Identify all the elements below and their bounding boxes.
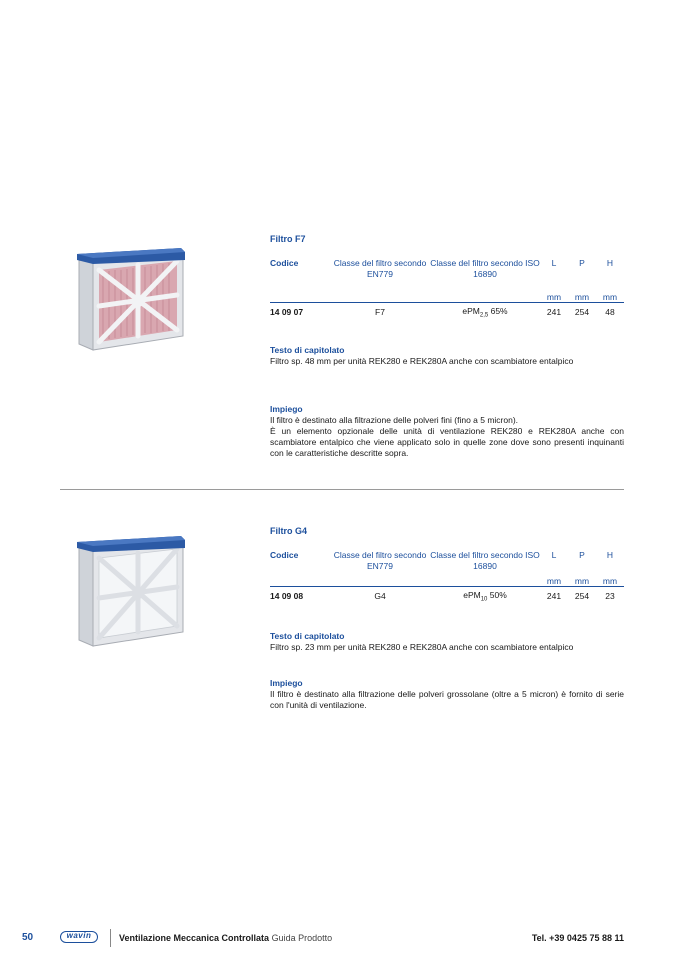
- spec-text-block: [270, 345, 624, 367]
- cell-en779: G4: [374, 591, 386, 601]
- cell-l: 241: [546, 591, 562, 601]
- cell-h: 23: [605, 591, 615, 601]
- spec-table: [270, 550, 624, 605]
- use-text-1: Il filtro è destinato alla filtrazione delle polveri fini (fino a 5 micron).: [270, 415, 519, 425]
- cell-h: 48: [605, 307, 615, 317]
- col-header-h: H: [606, 550, 614, 560]
- wavin-logo: wavin: [60, 931, 98, 943]
- product-title: Filtro G4: [270, 526, 308, 536]
- unit-p: mm: [568, 572, 596, 587]
- unit-p: mm: [568, 280, 596, 303]
- spec-table: [270, 258, 624, 321]
- footer-separator: [110, 929, 111, 947]
- product-title: Filtro F7: [270, 234, 306, 244]
- spec-heading: Testo di capitolato: [270, 345, 345, 355]
- col-header-iso16890: Classe del filtro secondo ISO 16890: [430, 550, 540, 571]
- spec-text: Filtro sp. 48 mm per unità REK280 e REK280A anche con scambiatore entalpico: [270, 356, 574, 366]
- page-number: 50: [22, 932, 34, 943]
- spec-text: Filtro sp. 23 mm per unità REK280 e REK280A anche con scambiatore entalpico: [270, 642, 574, 652]
- cell-code: 14 09 07: [270, 307, 304, 317]
- filter-g4-image: [75, 536, 187, 654]
- cell-l: 241: [546, 307, 562, 317]
- use-heading: Impiego: [270, 678, 303, 688]
- filter-f7-image: [75, 248, 187, 358]
- table-row: [270, 303, 624, 322]
- spec-heading: Testo di capitolato: [270, 631, 345, 641]
- col-header-code: Codice: [270, 258, 299, 268]
- col-header-code: Codice: [270, 550, 299, 560]
- cell-iso16890: ePM$_{10}$ 50%: [463, 589, 507, 603]
- col-header-l: L: [551, 258, 557, 268]
- unit-h: mm: [596, 572, 624, 587]
- cell-en779: F7: [375, 307, 385, 317]
- col-header-l: L: [551, 550, 557, 560]
- col-header-h: H: [606, 258, 614, 268]
- cell-p: 254: [574, 591, 590, 601]
- section-divider: [60, 489, 624, 490]
- unit-h: mm: [596, 280, 624, 303]
- col-header-en779: Classe del filtro secondo EN779: [333, 550, 427, 571]
- use-heading: Impiego: [270, 404, 303, 414]
- use-text-block: [270, 678, 624, 711]
- col-header-p: P: [579, 258, 585, 268]
- table-row: [270, 587, 624, 606]
- footer-phone: Tel. +39 0425 75 88 11: [531, 933, 624, 943]
- col-header-p: P: [579, 550, 585, 560]
- use-text-block: [270, 404, 624, 459]
- footer-title: Ventilazione Meccanica Controllata Guida Prodotto: [119, 933, 333, 943]
- col-header-en779: Classe del filtro secondo EN779: [333, 258, 427, 279]
- use-text-1: Il filtro è destinato alla filtrazione delle polveri grossolane (oltre a 5 micron) è fornito di serie con l'unità di ventilazione.: [270, 689, 624, 710]
- unit-l: mm: [540, 280, 568, 303]
- cell-code: 14 09 08: [270, 591, 304, 601]
- spec-text-block: [270, 631, 624, 653]
- cell-iso16890: ePM$_{2,5}$ 65%: [462, 305, 508, 319]
- page-footer: [0, 928, 678, 948]
- unit-l: mm: [540, 572, 568, 587]
- cell-p: 254: [574, 307, 590, 317]
- col-header-iso16890: Classe del filtro secondo ISO 16890: [430, 258, 540, 279]
- use-text-2: È un elemento opzionale delle unità di ventilazione REK280 e REK280A anche con scambiatore entalpico che viene applicato solo in quelle zone dove sono presenti inquinanti con le caratteristiche descritte sopra.: [270, 426, 624, 458]
